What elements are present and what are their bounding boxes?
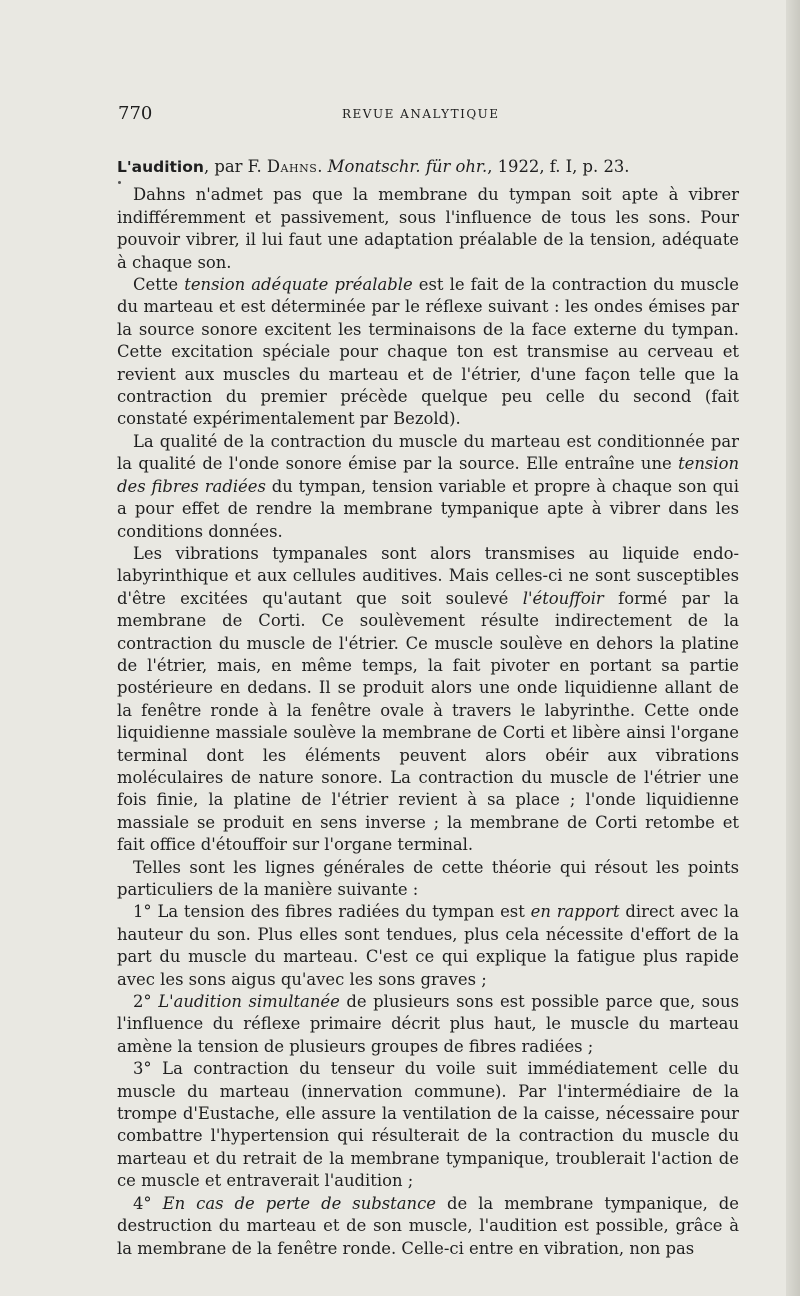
page-number: 770 [118, 103, 153, 124]
paragraph-6 [117, 901, 739, 991]
paragraph-6-start: 1° La tension des fibres radiées du tympan est [133, 902, 531, 922]
paragraph-2-rest: est le fait de la contraction du muscle du marteau et est déterminée par le réflexe suivant : les ondes émises par la source sonore excitent les terminaisons de la face externe du tympan. Cette excitation spéciale pour chaque ton est transmise au cerveau et revient aux muscles du marteau et de l'étrier, d'une façon telle que la contraction du premier précède quelque peu celle du second (fait constaté expérimentalement par Bezold). [117, 275, 740, 429]
paragraph-7-italic: L'audition simultanée [158, 992, 340, 1012]
paragraph-9 [117, 1193, 739, 1260]
journal-reference: , 1922, f. I, p. 23. [487, 157, 630, 176]
journal-name: Monatschr. für ohr. [327, 157, 488, 176]
article-author: Dahns [266, 157, 318, 176]
paragraph-4-rest: formé par la membrane de Corti. Ce soulèvement résulte indirectement de la contraction du muscle de l'étrier. Ce muscle soulève en dehors la platine de l'étrier, mais, en même temps, la fait pivoter en portant sa partie postérieure en dedans. Il se produit alors une onde liquidienne allant de la fenêtre ronde à la fenêtre ovale à travers le labyrinthe. Cette onde liquidienne massiale soulève la membrane de Corti et libère ainsi l'organe terminal dont les éléments peuvent alors obéir aux vibrations moléculaires de nature sonore. La contraction du muscle de l'étrier une fois finie, la platine de l'étrier revient à sa place ; l'onde liquidienne massiale se produit en sens inverse ; la membrane de Corti retombe et fait office d'étouffoir sur l'organe terminal. [117, 588, 739, 855]
paragraph-5: Telles sont les lignes générales de cette théorie qui résout les points particuliers de la manière suivante : [117, 857, 739, 899]
paragraph-4-start: Les vibrations tympanales sont alors transmises au liquide endo-labyrinthique et aux cellules auditives. Mais celles-ci ne sont susceptibles d'être excitées qu'autant que soit soulevé [117, 543, 739, 608]
paragraph-3 [117, 431, 739, 543]
page-edge [786, 0, 800, 1296]
paragraph-1: Dahns n'admet pas que la membrane du tympan soit apte à vibrer indifféremment et passivement, sous l'influence de tous les sons. Pour pouvoir vibrer, il lui faut une adaptation préalable de la tension, adéquate à chaque son. [117, 185, 739, 272]
paragraph-9-rest: de la membrane tympanique, de destruction du marteau et de son muscle, l'audition est possible, grâce à la membrane de la fenêtre ronde. Celle-ci entre en vibration, non pas [117, 1193, 739, 1258]
paragraph-3-italic: tension des fibres radiées [117, 454, 739, 496]
page-header [118, 103, 738, 127]
article-citation [117, 156, 739, 178]
article-title: L'audition [117, 158, 204, 176]
paragraph-8: 3° La contraction du tenseur du voile suit immédiatement celle du muscle du marteau (innervation commune). Par l'intermédiaire de la trompe d'Eustache, elle assure la ventilation de la caisse, nécessaire pour combattre l'hypertension qui résulterait de la contraction du muscle du marteau et du retrait de la membrane tympanique, troublerait l'action de ce muscle et entraverait l'audition ; [117, 1059, 739, 1191]
paragraph-9-italic: En cas de perte de substance [162, 1193, 436, 1213]
paragraph-4 [117, 543, 739, 857]
article-body [117, 156, 739, 1260]
article-by: , par F. [203, 157, 267, 176]
article-after-author: . [317, 157, 328, 176]
paragraph-7 [117, 991, 739, 1058]
paragraph-7-start: 2° [133, 992, 159, 1012]
paragraph-6-italic: en rapport [530, 902, 620, 922]
paragraph-2-start: Cette [133, 275, 185, 295]
paragraph-3-start: La qualité de la contraction du muscle du marteau est conditionnée par la qualité de l'onde sonore émise par la source. Elle entraîne une [117, 431, 739, 474]
paragraph-6-rest: direct avec la hauteur du son. Plus elles sont tendues, plus cela nécessite d'effort de la part du muscle du marteau. C'est ce qui explique la fatigue plus rapide avec les sons aigus qu'avec les sons graves ; [117, 902, 739, 989]
paragraph-3-rest: du tympan, tension variable et propre à chaque son qui a pour effet de rendre la membrane tympanique apte à vibrer dans les conditions données. [117, 476, 739, 541]
running-title: REVUE ANALYTIQUE [342, 107, 500, 121]
paragraph-7-rest: de plusieurs sons est possible parce que, sous l'influence du réflexe primaire décrit plus haut, le muscle du marteau amène la tension de plusieurs groupes de fibres radiées ; [117, 992, 739, 1056]
paragraph-9-start: 4° [133, 1193, 163, 1213]
paragraph-2-italic: tension adéquate préalable [184, 275, 413, 295]
paragraph-2 [117, 274, 739, 431]
paragraph-4-italic: l'étouffoir [522, 588, 604, 608]
